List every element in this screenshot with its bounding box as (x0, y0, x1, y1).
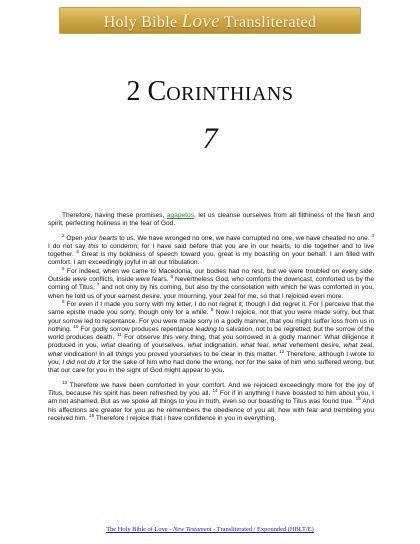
header-banner (59, 7, 361, 34)
verse-text: fear, (254, 342, 273, 350)
book-number: 2 (126, 76, 141, 107)
verse-text: fears. (150, 276, 171, 284)
agapetos-link[interactable]: agapetos (166, 212, 194, 219)
verse-number: 6 (170, 273, 173, 279)
verse-italic: what (101, 342, 116, 350)
verse-italic: were (72, 276, 87, 284)
verse-italic: I did not do it (62, 359, 101, 367)
verse-text: For godly sorrow produces repentance (78, 325, 196, 333)
verse-text: to salvation, not to be regretted; but the sorrow of the world produces death. (48, 325, 375, 342)
footer-text-b: New Testament (172, 526, 212, 533)
verse-1-text-b: , let us cleanse ourselves from all filthiness of the flesh and spirit, perfecting holiness in the fear of God. (48, 212, 374, 228)
verse-number: 16 (89, 412, 95, 418)
verse-text: to condemn; for I have said before that you are in our hearts, to die together and to live together. (48, 242, 374, 259)
verse-text: you proved yourselves to be clear in this matter. (133, 350, 280, 358)
verse-number: 12 (279, 348, 285, 354)
verse-text: Open (64, 234, 85, 242)
verse-number: 10 (73, 323, 79, 329)
verse-italic: what (272, 342, 287, 350)
book-name-smallcaps: ORINTHIANS (166, 83, 294, 105)
verse-italic: what (240, 342, 255, 350)
verse-text: Nevertheless God, who comforts the downcast, comforted us by the coming of Titus, (48, 276, 374, 292)
verse-text: to us. We have wronged no one, we have corrupted no one, we have cheated no one. (117, 234, 372, 242)
verse-italic: this (88, 242, 99, 250)
banner-text-transliterated: Transliterated (223, 14, 317, 31)
verse-number: 15 (355, 396, 361, 402)
verse-text: For observe this very thing, that you sorrowed in a godly manner: What diligence it produced in you, (48, 334, 374, 350)
verse-italic: what (48, 350, 62, 358)
verse-italic: what (187, 342, 202, 350)
verse-number: 13 (62, 379, 68, 385)
verse-number: 4 (76, 249, 79, 254)
verse-text: my boasting on your behalf. I am filled with comfort. I am exceedingly joyful in all our tribulation. (48, 251, 374, 267)
banner-text-holy-bible: Holy Bible (103, 14, 178, 31)
verse-text: indignation, (201, 342, 241, 350)
verse-italic: your hearts (84, 234, 118, 242)
verse-italic: leading (195, 325, 217, 333)
verse-text: Therefore we have been comforted in your comfort. And we rejoiced exceedingly more for the joy of Titus, because his spirit has been refreshed by you all. (48, 381, 374, 397)
verse-text: I do not say (48, 242, 89, 250)
verse-text: my boldness of speech toward you, great (105, 251, 236, 259)
verse-text: For even if I made you sorry with my letter, I do not regret it; though I did regret it. For I perceive that the same epistle made you sorry, though only for a while. (48, 300, 374, 317)
verse-text: for the sake of him who had done the wrong, nor for the sake of him who suffered wrong, but that our care for you in the sight of God might appear to you. (48, 359, 375, 375)
footer-text-a: The Holy Bible of Love - (106, 526, 173, 533)
verse-italic: were (135, 276, 151, 284)
verse-number: 8 (62, 298, 65, 304)
verse-text: Now I rejoice, not that you were made sorry, but that your sorrow led to repentance. For you were made sorry in a godly manner, that you might suffer loss from us in nothing. (48, 309, 375, 333)
verse-text: zeal, (357, 342, 374, 350)
verse-italic: things (115, 350, 134, 358)
paragraph-verses-13-16 (48, 379, 375, 423)
verse-number: 2 (62, 232, 65, 238)
verse-text: For indeed, when we came to Macedonia, our bodies had no rest, but we were troubled on every side. Outside (48, 267, 374, 284)
verse-text: Therefore I rejoice that I have confidence in you in everything. (94, 414, 277, 422)
verse-number: 9 (210, 307, 214, 313)
verse-number: 11 (116, 331, 122, 337)
verse-text: vindication! In all (61, 350, 116, 358)
verse-number: 5 (62, 265, 65, 271)
banner-title (59, 11, 361, 33)
verse-text: And his affections are greater for you as he remembers the obedience of you all, how with fear and trembling you received him. (48, 398, 374, 422)
banner-text-love: Love (181, 11, 220, 32)
verse-italic: what (343, 342, 358, 350)
footer-link[interactable] (106, 526, 314, 533)
verse-text: clearing of yourselves, (115, 342, 188, 350)
footer-text-c: - Transliterated / Expounded (HBLT/E) (211, 526, 314, 533)
verse-text: Great (78, 251, 101, 259)
verse-text: conflicts, inside (86, 276, 136, 284)
chapter-number: 7 (202, 122, 218, 155)
verse-number: 3 (371, 232, 374, 238)
verse-text: vehement desire, (286, 342, 344, 350)
verse-text: For if in anything I have boasted to him about you, I am not ashamed. But as we spoke all things to you in truth, even so our boasting to Titus was found true. (48, 389, 375, 406)
page-footer (0, 526, 420, 533)
chapter-text (48, 212, 374, 429)
verse-number: 14 (212, 387, 218, 393)
book-title (0, 76, 420, 108)
verse-1-text-a: Therefore, having these promises, (62, 212, 167, 219)
verse-italic: is (235, 251, 241, 259)
verse-italic: is (100, 251, 106, 259)
verse-text: Therefore, although I wrote to you, (48, 350, 374, 367)
verse-number: 7 (96, 282, 100, 288)
paragraph-verses-2-4 (48, 232, 374, 268)
paragraph-verse-1 (48, 212, 374, 229)
paragraph-verses-8-12 (48, 298, 375, 376)
book-first-letter: C (147, 76, 167, 107)
paragraph-verses-5-7 (48, 265, 374, 301)
verse-text: and not only by his coming, but also by the consolation with which he was comforted in you, when he told us of your earnest desire, your mourning, your zeal for me, so that I rejoiced even more. (48, 284, 374, 300)
